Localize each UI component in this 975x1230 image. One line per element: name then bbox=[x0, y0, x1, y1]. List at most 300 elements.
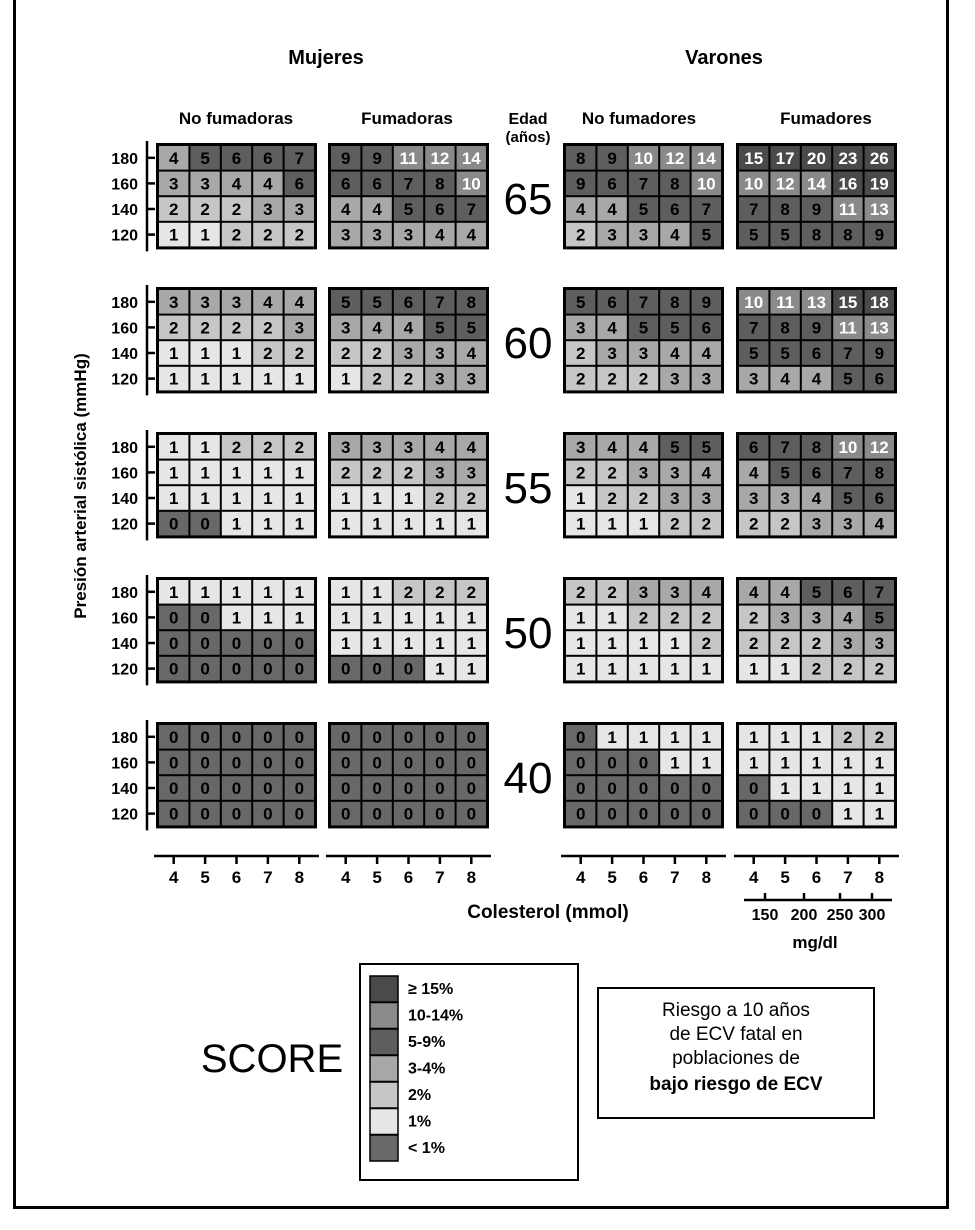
risk-value: 3 bbox=[200, 174, 210, 194]
grid-age-40-panel-1 bbox=[328, 722, 489, 828]
risk-value: 6 bbox=[372, 174, 382, 194]
risk-value: 2 bbox=[231, 318, 242, 338]
risk-value: 0 bbox=[435, 804, 445, 824]
risk-value: 9 bbox=[874, 225, 885, 245]
risk-value: 3 bbox=[168, 174, 179, 194]
chol-tick-label: 8 bbox=[294, 868, 305, 887]
risk-value: 0 bbox=[231, 779, 242, 798]
risk-value: 1 bbox=[403, 514, 414, 534]
risk-value: 3 bbox=[466, 463, 477, 483]
risk-value: 0 bbox=[372, 779, 382, 798]
risk-value: 3 bbox=[435, 369, 445, 389]
age-label-50: 50 bbox=[503, 609, 553, 659]
grid-age-50-panel-0 bbox=[156, 577, 317, 683]
grid-age-40-panel-0 bbox=[156, 722, 317, 828]
risk-value: 0 bbox=[372, 659, 382, 679]
col-header-nonsmoking-men: No fumadores bbox=[581, 109, 697, 128]
risk-value: 2 bbox=[607, 489, 617, 508]
bp-tick-label: 140 bbox=[111, 491, 138, 508]
risk-value: 5 bbox=[701, 225, 712, 245]
risk-value: 9 bbox=[811, 318, 822, 338]
chol-tick-label: 8 bbox=[874, 868, 885, 887]
risk-value: 3 bbox=[670, 582, 680, 602]
risk-value: 1 bbox=[263, 369, 273, 389]
risk-value: 2 bbox=[638, 608, 649, 628]
risk-value: 0 bbox=[670, 779, 680, 798]
risk-value: 13 bbox=[807, 292, 826, 312]
risk-value: 2 bbox=[748, 514, 759, 534]
risk-value: 6 bbox=[701, 318, 712, 338]
risk-value: 1 bbox=[231, 582, 242, 602]
risk-value: 1 bbox=[780, 727, 790, 747]
grid-age-65-panel-2 bbox=[563, 143, 724, 249]
risk-value: 8 bbox=[466, 292, 477, 312]
chol-tick-label: 5 bbox=[372, 868, 382, 887]
risk-value: 5 bbox=[340, 292, 351, 312]
legend-swatch bbox=[370, 1029, 398, 1055]
risk-value: 5 bbox=[701, 437, 712, 457]
legend-label: < 1% bbox=[408, 1140, 445, 1157]
risk-value: 1 bbox=[748, 727, 759, 747]
risk-value: 1 bbox=[372, 634, 382, 653]
risk-value: 5 bbox=[780, 344, 790, 363]
risk-value: 1 bbox=[294, 514, 305, 534]
risk-value: 1 bbox=[403, 608, 414, 628]
risk-value: 1 bbox=[168, 369, 179, 389]
grid-age-50-panel-2 bbox=[563, 577, 724, 683]
legend-label: 1% bbox=[408, 1113, 432, 1131]
risk-value: 0 bbox=[435, 727, 445, 747]
risk-value: 2 bbox=[466, 489, 477, 508]
risk-value: 1 bbox=[874, 804, 885, 824]
risk-value: 0 bbox=[435, 753, 445, 773]
risk-value: 0 bbox=[231, 804, 242, 824]
risk-value: 1 bbox=[811, 779, 822, 798]
risk-value: 0 bbox=[263, 804, 273, 824]
chol-axis-panel-1 bbox=[326, 856, 491, 887]
risk-value: 2 bbox=[780, 634, 790, 653]
risk-value: 0 bbox=[340, 753, 351, 773]
risk-value: 2 bbox=[200, 200, 210, 219]
mgdl-axis bbox=[744, 893, 892, 900]
info-line-4: bajo riesgo de ECV bbox=[649, 1074, 823, 1095]
risk-value: 0 bbox=[607, 804, 617, 824]
risk-value: 3 bbox=[670, 463, 680, 483]
risk-value: 20 bbox=[807, 148, 826, 168]
risk-value: 1 bbox=[575, 659, 586, 679]
legend-swatch bbox=[370, 1003, 398, 1029]
risk-value: 3 bbox=[575, 437, 586, 457]
risk-value: 0 bbox=[200, 659, 210, 679]
risk-value: 3 bbox=[843, 634, 853, 653]
risk-value: 2 bbox=[575, 582, 586, 602]
risk-value: 4 bbox=[607, 318, 617, 338]
risk-value: 0 bbox=[200, 753, 210, 773]
risk-value: 2 bbox=[638, 489, 649, 508]
men-group-label: Varones bbox=[685, 47, 763, 69]
risk-value: 4 bbox=[701, 582, 712, 602]
risk-value: 1 bbox=[340, 582, 351, 602]
risk-value: 4 bbox=[670, 344, 680, 363]
risk-value: 7 bbox=[701, 200, 712, 219]
risk-value: 1 bbox=[263, 514, 273, 534]
risk-value: 1 bbox=[340, 634, 351, 653]
risk-value: 0 bbox=[200, 634, 210, 653]
risk-value: 1 bbox=[372, 582, 382, 602]
risk-value: 0 bbox=[340, 727, 351, 747]
risk-value: 1 bbox=[168, 582, 179, 602]
risk-value: 6 bbox=[607, 292, 617, 312]
risk-value: 1 bbox=[607, 514, 617, 534]
risk-value: 1 bbox=[466, 514, 477, 534]
risk-value: 2 bbox=[874, 727, 885, 747]
risk-value: 3 bbox=[701, 489, 712, 508]
risk-value: 9 bbox=[607, 148, 617, 168]
risk-value: 0 bbox=[168, 514, 179, 534]
risk-value: 0 bbox=[748, 804, 759, 824]
risk-value: 1 bbox=[340, 489, 351, 508]
risk-value: 8 bbox=[811, 437, 822, 457]
mgdl-tick-150: 150 bbox=[751, 907, 779, 924]
risk-value: 0 bbox=[575, 779, 586, 798]
risk-value: 1 bbox=[200, 369, 210, 389]
risk-value: 3 bbox=[638, 225, 649, 245]
risk-value: 7 bbox=[466, 200, 477, 219]
risk-value: 19 bbox=[869, 174, 889, 194]
risk-value: 1 bbox=[638, 514, 649, 534]
risk-value: 6 bbox=[748, 437, 759, 457]
grid-age-55-panel-3 bbox=[736, 432, 897, 538]
risk-value: 3 bbox=[340, 225, 351, 245]
risk-value: 2 bbox=[403, 582, 414, 602]
risk-value: 5 bbox=[874, 608, 885, 628]
grid-age-60-panel-2 bbox=[563, 287, 724, 393]
grid-age-55-panel-1 bbox=[328, 432, 489, 538]
risk-value: 8 bbox=[670, 174, 680, 194]
risk-value: 1 bbox=[372, 608, 382, 628]
info-line-2: de ECV fatal en bbox=[669, 1024, 803, 1045]
risk-value: 12 bbox=[430, 148, 450, 168]
bp-tick-label: 140 bbox=[111, 202, 138, 219]
risk-value: 0 bbox=[294, 753, 305, 773]
risk-value: 14 bbox=[807, 174, 826, 194]
risk-value: 2 bbox=[607, 369, 617, 389]
legend-label: 5-9% bbox=[408, 1034, 446, 1051]
bp-tick-label: 120 bbox=[111, 661, 138, 679]
risk-value: 1 bbox=[168, 437, 179, 457]
risk-value: 0 bbox=[200, 514, 210, 534]
risk-value: 4 bbox=[435, 225, 445, 245]
risk-value: 1 bbox=[607, 727, 617, 747]
risk-value: 7 bbox=[435, 292, 445, 312]
chol-tick-label: 4 bbox=[748, 868, 759, 887]
chol-tick-label: 8 bbox=[701, 868, 712, 887]
chol-axis-panel-3 bbox=[734, 856, 899, 887]
bp-tick-label: 180 bbox=[111, 150, 138, 168]
risk-value: 2 bbox=[670, 514, 680, 534]
risk-value: 3 bbox=[638, 344, 649, 363]
risk-value: 0 bbox=[263, 659, 273, 679]
risk-value: 11 bbox=[838, 200, 857, 219]
risk-value: 4 bbox=[168, 148, 179, 168]
risk-value: 6 bbox=[670, 200, 680, 219]
risk-value: 2 bbox=[263, 437, 273, 457]
legend-label: ≥ 15% bbox=[408, 981, 454, 998]
risk-value: 7 bbox=[874, 582, 885, 602]
bp-axis-age-60 bbox=[111, 285, 155, 395]
grid-age-40-panel-2 bbox=[563, 722, 724, 828]
risk-value: 2 bbox=[638, 369, 649, 389]
risk-value: 1 bbox=[231, 344, 242, 363]
risk-value: 3 bbox=[403, 225, 414, 245]
risk-value: 0 bbox=[263, 634, 273, 653]
risk-value: 1 bbox=[231, 369, 242, 389]
risk-value: 1 bbox=[403, 489, 414, 508]
grid-age-60-panel-1 bbox=[328, 287, 489, 393]
risk-value: 2 bbox=[403, 369, 414, 389]
age-labels bbox=[504, 175, 553, 803]
risk-value: 0 bbox=[168, 804, 179, 824]
risk-value: 0 bbox=[168, 608, 179, 628]
legend-label: 3-4% bbox=[408, 1060, 446, 1078]
mgdl-tick-250: 250 bbox=[826, 907, 854, 924]
risk-value: 5 bbox=[780, 225, 790, 245]
risk-value: 1 bbox=[638, 727, 649, 747]
risk-value: 3 bbox=[466, 369, 477, 389]
risk-value: 2 bbox=[780, 514, 790, 534]
risk-value: 3 bbox=[811, 608, 822, 628]
risk-value: 2 bbox=[748, 634, 759, 653]
risk-value: 1 bbox=[701, 727, 712, 747]
risk-value: 5 bbox=[466, 318, 477, 338]
risk-value: 12 bbox=[665, 148, 685, 168]
risk-value: 0 bbox=[372, 753, 382, 773]
risk-value: 1 bbox=[263, 582, 273, 602]
chol-tick-label: 6 bbox=[403, 868, 414, 887]
x-axis-label: Colesterol (mmol) bbox=[467, 902, 629, 923]
risk-value: 2 bbox=[435, 582, 445, 602]
bp-axis-age-55 bbox=[111, 430, 155, 540]
age-label-40: 40 bbox=[503, 754, 553, 804]
risk-value: 2 bbox=[231, 225, 242, 245]
bp-tick-label: 180 bbox=[111, 729, 138, 747]
risk-value: 3 bbox=[638, 463, 649, 483]
risk-value: 6 bbox=[294, 174, 305, 194]
grid-age-65-panel-3 bbox=[736, 143, 897, 249]
risk-value: 10 bbox=[696, 174, 716, 194]
risk-value: 7 bbox=[638, 292, 649, 312]
risk-value: 4 bbox=[843, 608, 853, 628]
risk-value: 2 bbox=[575, 225, 586, 245]
risk-value: 3 bbox=[340, 437, 351, 457]
women-group-label: Mujeres bbox=[288, 47, 364, 69]
risk-value: 3 bbox=[780, 489, 790, 508]
risk-value: 5 bbox=[748, 225, 759, 245]
risk-value: 2 bbox=[466, 582, 477, 602]
risk-value: 1 bbox=[607, 659, 617, 679]
risk-value: 2 bbox=[403, 463, 414, 483]
info-line-3: poblaciones de bbox=[672, 1048, 800, 1069]
risk-value: 6 bbox=[263, 148, 273, 168]
risk-value: 2 bbox=[701, 634, 712, 653]
bp-tick-label: 140 bbox=[111, 781, 138, 798]
risk-value: 8 bbox=[780, 318, 790, 338]
risk-value: 6 bbox=[435, 200, 445, 219]
risk-value: 2 bbox=[372, 369, 382, 389]
risk-value: 1 bbox=[780, 659, 790, 679]
risk-value: 5 bbox=[670, 318, 680, 338]
legend-swatch bbox=[370, 976, 398, 1002]
risk-value: 0 bbox=[263, 727, 273, 747]
risk-value: 1 bbox=[200, 344, 210, 363]
risk-value: 2 bbox=[843, 659, 853, 679]
risk-value: 5 bbox=[403, 200, 414, 219]
risk-value: 4 bbox=[294, 292, 305, 312]
score-title: SCORE bbox=[200, 1037, 344, 1081]
bp-tick-label: 160 bbox=[111, 610, 138, 628]
bp-tick-label: 140 bbox=[111, 346, 138, 363]
risk-value: 1 bbox=[231, 463, 242, 483]
risk-value: 1 bbox=[200, 225, 210, 245]
risk-value: 8 bbox=[435, 174, 445, 194]
risk-value: 1 bbox=[294, 582, 305, 602]
risk-value: 1 bbox=[466, 634, 477, 653]
risk-value: 3 bbox=[168, 292, 179, 312]
risk-value: 8 bbox=[780, 200, 790, 219]
bp-tick-label: 160 bbox=[111, 755, 138, 773]
risk-value: 10 bbox=[634, 148, 653, 168]
age-header: Edad bbox=[508, 111, 548, 128]
risk-value: 3 bbox=[294, 318, 305, 338]
risk-value: 1 bbox=[294, 489, 305, 508]
risk-value: 0 bbox=[200, 727, 210, 747]
risk-value: 1 bbox=[843, 753, 853, 773]
risk-value: 1 bbox=[168, 463, 179, 483]
risk-value: 1 bbox=[780, 753, 790, 773]
risk-value: 1 bbox=[231, 514, 242, 534]
risk-value: 1 bbox=[638, 659, 649, 679]
risk-value: 1 bbox=[575, 514, 586, 534]
risk-value: 1 bbox=[670, 634, 680, 653]
risk-value: 8 bbox=[843, 225, 853, 245]
risk-value: 2 bbox=[263, 225, 273, 245]
risk-value: 5 bbox=[748, 344, 759, 363]
risk-value: 2 bbox=[670, 608, 680, 628]
chol-tick-label: 8 bbox=[466, 868, 477, 887]
risk-value: 2 bbox=[435, 489, 445, 508]
risk-value: 0 bbox=[294, 634, 305, 653]
risk-value: 5 bbox=[575, 292, 586, 312]
risk-value: 6 bbox=[811, 463, 822, 483]
risk-value: 11 bbox=[399, 148, 418, 168]
risk-value: 0 bbox=[340, 804, 351, 824]
risk-value: 6 bbox=[874, 369, 885, 389]
risk-value: 0 bbox=[263, 753, 273, 773]
risk-value: 14 bbox=[696, 148, 716, 168]
risk-value: 4 bbox=[466, 437, 477, 457]
mgdl-label: mg/dl bbox=[792, 933, 838, 952]
risk-value: 1 bbox=[811, 753, 822, 773]
risk-value: 0 bbox=[294, 727, 305, 747]
bp-tick-label: 180 bbox=[111, 294, 138, 312]
risk-value: 0 bbox=[403, 659, 414, 679]
risk-value: 3 bbox=[874, 634, 885, 653]
risk-value: 1 bbox=[638, 634, 649, 653]
risk-value: 4 bbox=[811, 489, 822, 508]
risk-value: 1 bbox=[575, 489, 586, 508]
risk-value: 17 bbox=[775, 148, 795, 168]
risk-value: 0 bbox=[811, 804, 822, 824]
risk-value: 1 bbox=[670, 753, 680, 773]
risk-value: 0 bbox=[168, 753, 179, 773]
risk-value: 4 bbox=[780, 582, 790, 602]
bp-tick-label: 120 bbox=[111, 227, 138, 245]
risk-value: 8 bbox=[670, 292, 680, 312]
risk-value: 4 bbox=[701, 344, 712, 363]
risk-value: 8 bbox=[874, 463, 885, 483]
risk-value: 6 bbox=[231, 148, 242, 168]
risk-value: 1 bbox=[843, 804, 853, 824]
grid-age-50-panel-3 bbox=[736, 577, 897, 683]
chol-tick-label: 4 bbox=[575, 868, 586, 887]
risk-value: 0 bbox=[701, 779, 712, 798]
risk-value: 2 bbox=[575, 369, 586, 389]
col-header-smoking-women: Fumadoras bbox=[361, 109, 453, 128]
risk-value: 10 bbox=[744, 292, 764, 312]
legend-label: 10-14% bbox=[408, 1007, 464, 1025]
risk-value: 0 bbox=[466, 804, 477, 824]
risk-value: 1 bbox=[843, 779, 853, 798]
chol-tick-label: 5 bbox=[607, 868, 617, 887]
risk-value: 3 bbox=[403, 344, 414, 363]
risk-value: 0 bbox=[168, 634, 179, 653]
risk-value: 0 bbox=[372, 727, 382, 747]
risk-value: 2 bbox=[294, 344, 305, 363]
mgdl-tick-300: 300 bbox=[858, 907, 886, 924]
risk-value: 13 bbox=[869, 200, 889, 219]
risk-value: 3 bbox=[200, 292, 210, 312]
risk-value: 3 bbox=[231, 292, 242, 312]
grid-age-65-panel-1 bbox=[328, 143, 489, 249]
risk-value: 0 bbox=[294, 804, 305, 824]
age-label-60: 60 bbox=[503, 319, 553, 369]
info-line-1: Riesgo a 10 años bbox=[662, 1000, 810, 1021]
chol-tick-label: 6 bbox=[231, 868, 242, 887]
risk-value: 1 bbox=[294, 463, 305, 483]
risk-value: 1 bbox=[231, 489, 242, 508]
risk-value: 3 bbox=[372, 437, 382, 457]
bp-axis-age-40 bbox=[111, 720, 155, 830]
bp-axis-age-65 bbox=[111, 141, 155, 251]
risk-value: 1 bbox=[811, 727, 822, 747]
risk-value: 1 bbox=[340, 369, 351, 389]
risk-value: 3 bbox=[575, 318, 586, 338]
bp-tick-label: 160 bbox=[111, 465, 138, 483]
risk-value: 11 bbox=[838, 318, 857, 338]
risk-value: 9 bbox=[575, 174, 586, 194]
risk-value: 4 bbox=[263, 174, 273, 194]
risk-value: 1 bbox=[748, 753, 759, 773]
risk-value: 0 bbox=[403, 727, 414, 747]
risk-value: 4 bbox=[874, 514, 885, 534]
right-border bbox=[946, 0, 949, 1208]
risk-value: 1 bbox=[231, 608, 242, 628]
risk-value: 1 bbox=[200, 582, 210, 602]
risk-value: 2 bbox=[607, 582, 617, 602]
chol-tick-label: 6 bbox=[811, 868, 822, 887]
bp-tick-label: 120 bbox=[111, 371, 138, 389]
risk-value: 15 bbox=[744, 148, 764, 168]
